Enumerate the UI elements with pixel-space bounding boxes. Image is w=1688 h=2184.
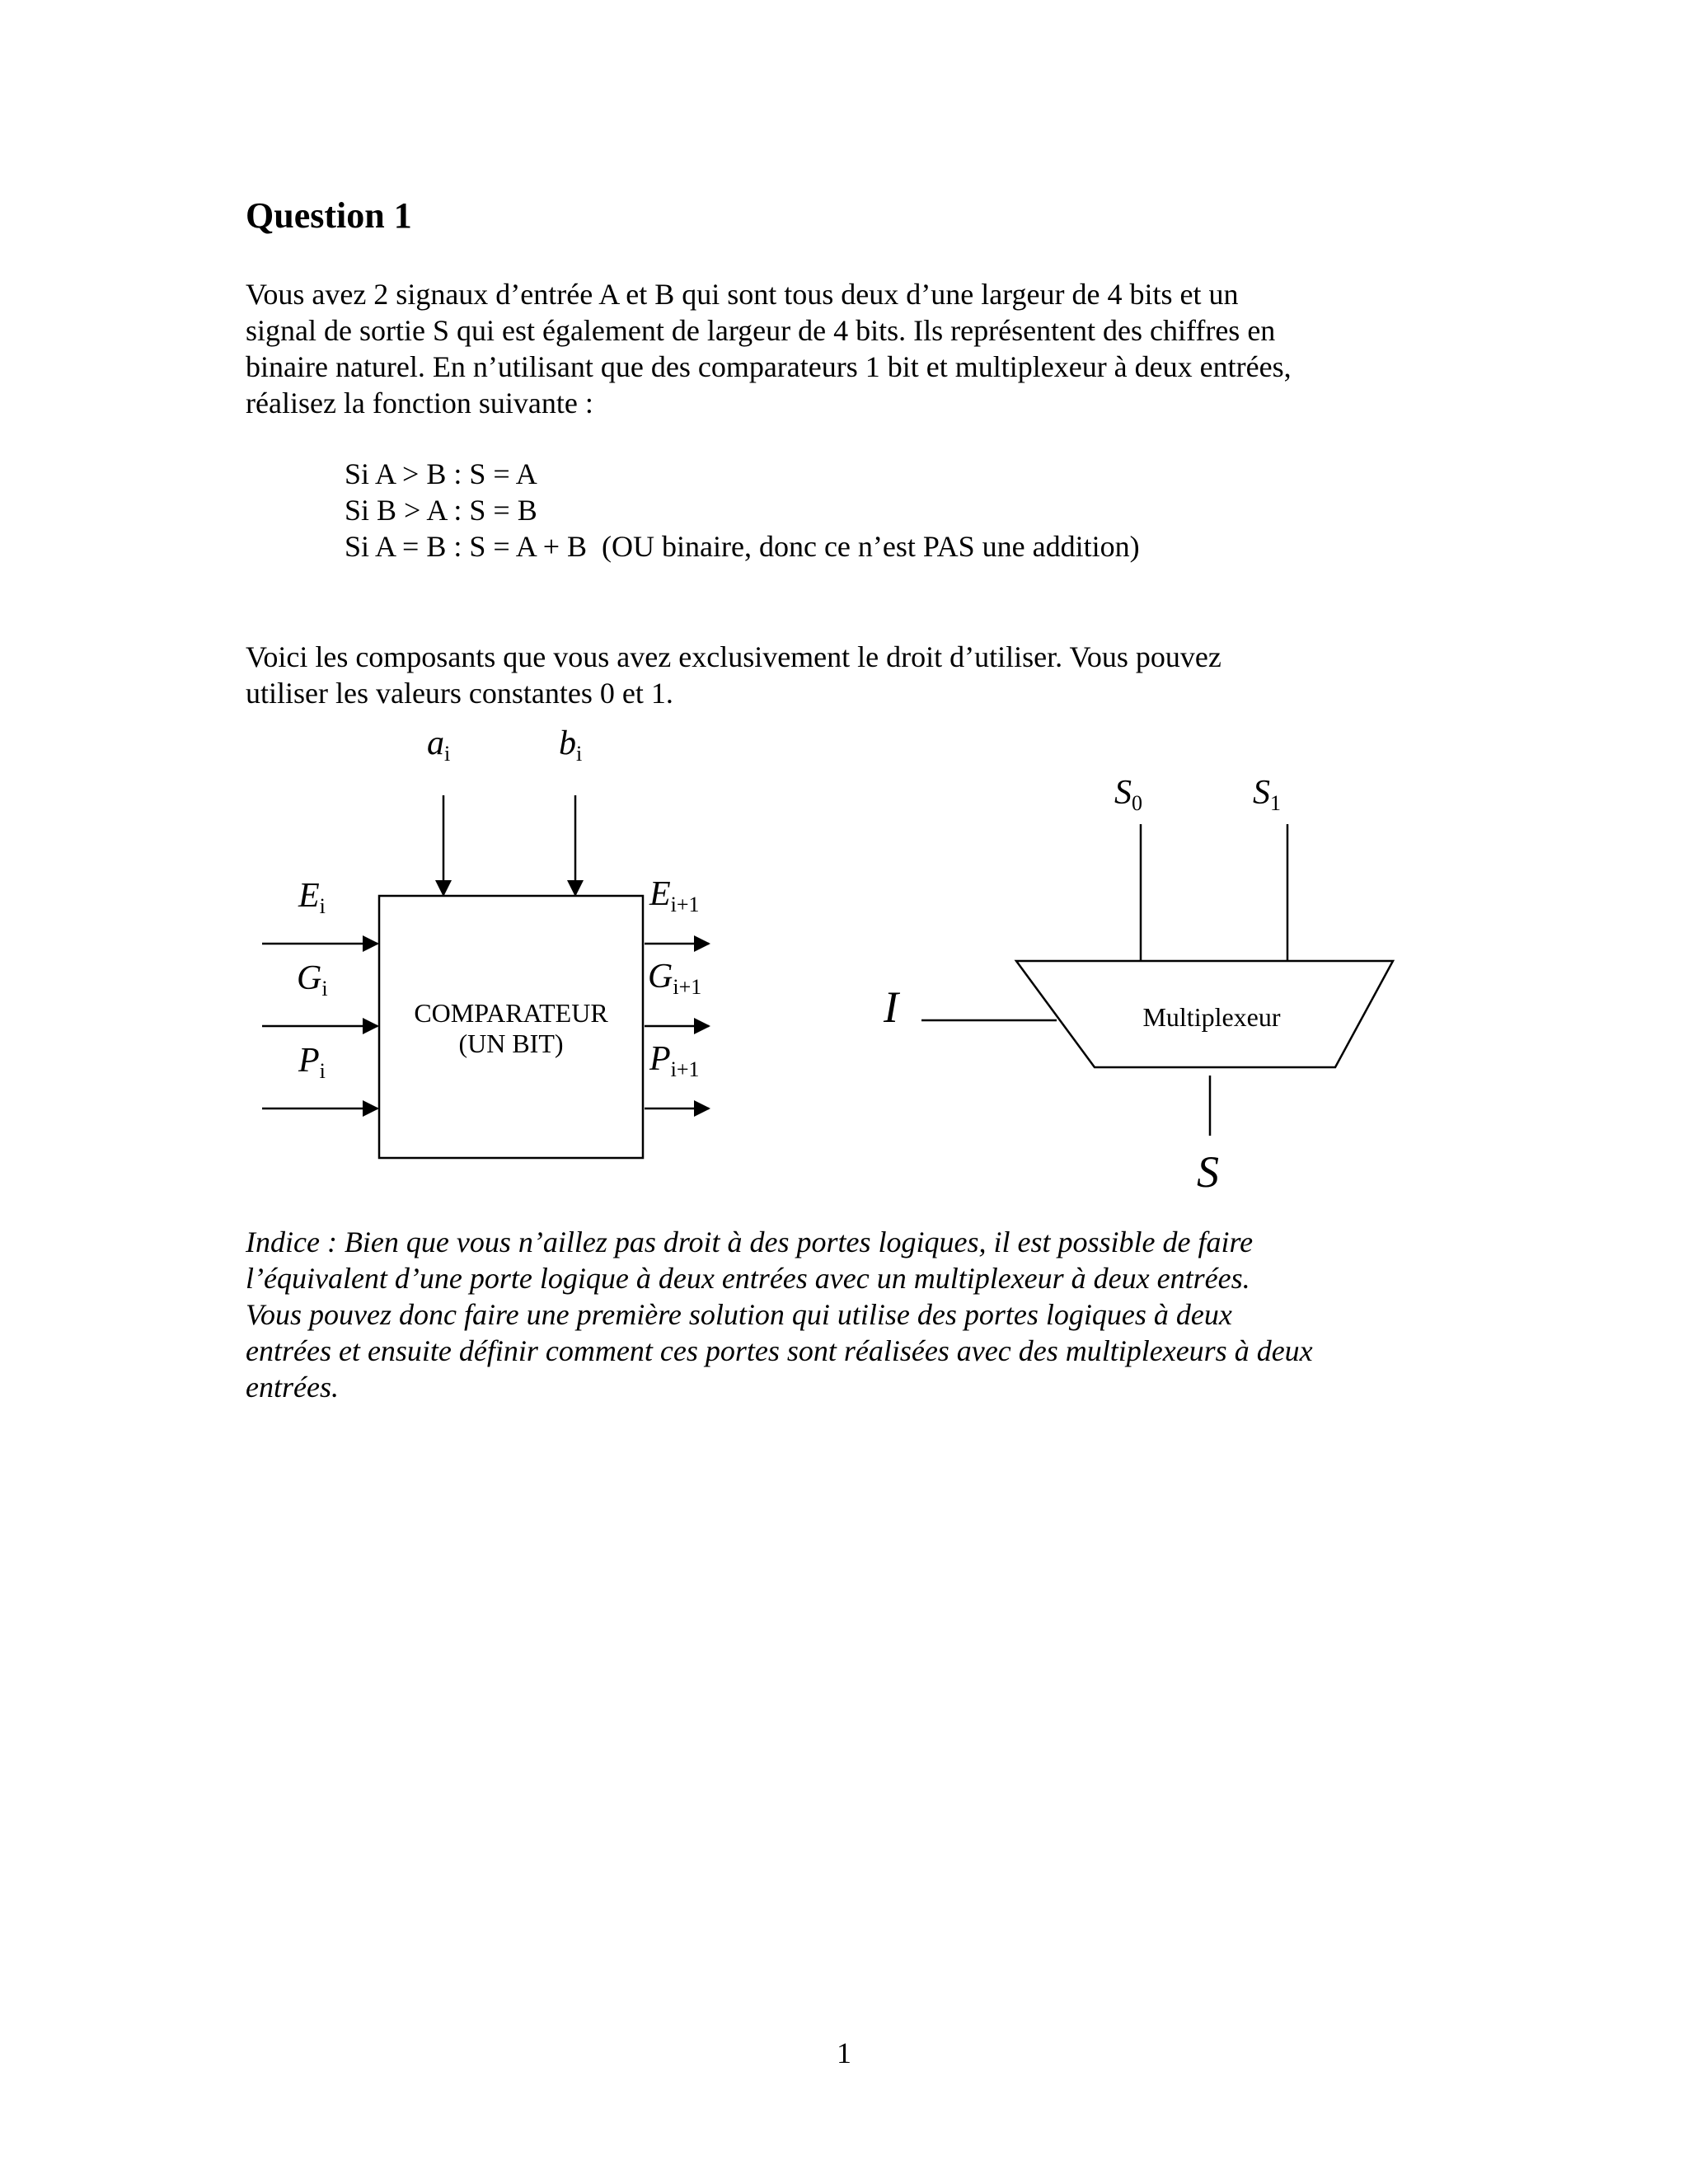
select-s1-label: S1 [1253, 774, 1281, 815]
hint-line: entrées. [246, 1371, 339, 1404]
hint-line: Indice : Bien que vous n’aillez pas droit à des portes logiques, il est possible de faire [246, 1226, 1254, 1258]
page-number: 1 [837, 2036, 851, 2069]
input-g-label: Gi [297, 959, 328, 1001]
input-i-label: I [884, 982, 898, 1032]
comparator-box-line2: (UN BIT) [458, 1029, 564, 1058]
intro-line: réalisez la fonction suivante : [246, 387, 593, 419]
multiplexer-component [883, 774, 1393, 1197]
intro-line: Vous avez 2 signaux d’entrée A et B qui sont tous deux d’une largeur de 4 bits et un [246, 278, 1239, 311]
input-a-label: ai [427, 724, 451, 766]
input-b-label: bi [559, 724, 583, 766]
select-s0-label: S0 [1114, 774, 1142, 815]
output-e-label: Ei+1 [649, 875, 700, 916]
case-equal: Si A = B : S = A + B (OU binaire, donc ce n’est PAS une addition) [345, 530, 1140, 563]
multiplexer-label: Multiplexeur [1142, 1002, 1281, 1032]
comparator-component [262, 724, 709, 1158]
components-line: utiliser les valeurs constantes 0 et 1. [246, 677, 673, 710]
hint-line: l’équivalent d’une porte logique à deux entrées avec un multiplexeur à deux entrées. [246, 1262, 1250, 1295]
hint-line: entrées et ensuite définir comment ces portes sont réalisées avec des multiplexeurs à deux [246, 1334, 1313, 1367]
hint-line: Vous pouvez donc faire une première solution qui utilise des portes logiques à deux [246, 1298, 1232, 1331]
components-line: Voici les composants que vous avez exclusivement le droit d’utiliser. Vous pouvez [246, 640, 1221, 673]
input-p-label: Pi [298, 1042, 326, 1083]
intro-line: binaire naturel. En n’utilisant que des comparateurs 1 bit et multiplexeur à deux entrées, [246, 350, 1292, 383]
comparator-box-line1: COMPARATEUR [414, 998, 608, 1028]
input-e-label: Ei [298, 877, 326, 918]
intro-line: signal de sortie S qui est également de largeur de 4 bits. Ils représentent des chiffres en [246, 314, 1276, 347]
output-s-label: S [1197, 1147, 1219, 1197]
output-p-label: Pi+1 [649, 1040, 700, 1081]
hint-paragraph [246, 1224, 1313, 1405]
question-title: Question 1 [246, 195, 412, 236]
output-g-label: Gi+1 [648, 958, 702, 999]
case-a-greater: Si A > B : S = A [345, 457, 537, 490]
case-b-greater: Si B > A : S = B [345, 494, 537, 527]
